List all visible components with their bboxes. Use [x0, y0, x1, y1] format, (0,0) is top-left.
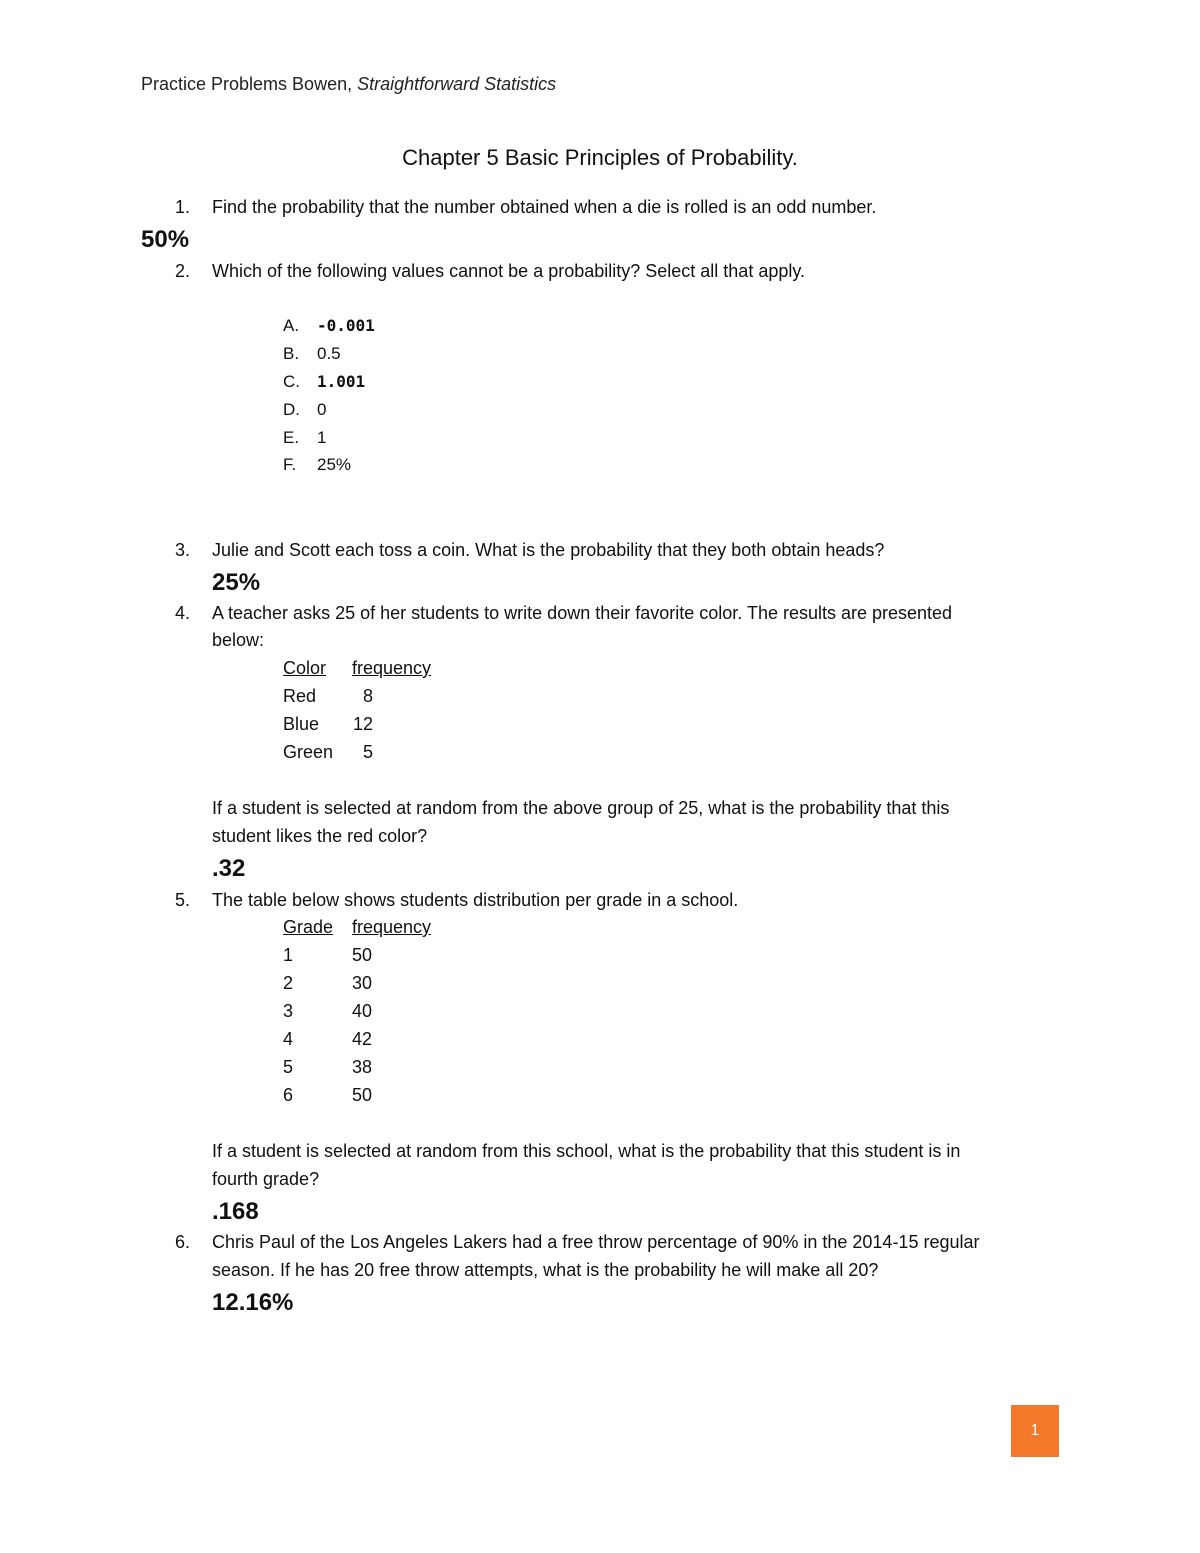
header-book-title: Straightforward Statistics [357, 74, 557, 94]
q4-table-cell-color: Red [283, 686, 317, 706]
q5-table-cell-grade: 6 [283, 1085, 294, 1105]
q2-option-label: C. [283, 372, 300, 391]
q5-table-cell-frequency: 40 [352, 1001, 373, 1021]
q2-option-value: 1 [317, 428, 327, 447]
q4-text-line2: below: [212, 630, 265, 650]
q4-table-cell-frequency: 12 [353, 714, 374, 734]
q2-number: 2. [175, 261, 191, 281]
q5-table-cell-frequency: 30 [352, 973, 373, 993]
q2-option-label: B. [283, 344, 300, 363]
q4-answer: .32 [212, 855, 246, 882]
q6-number: 6. [175, 1232, 191, 1252]
q4-table-header-color: Color [283, 658, 327, 678]
page-number-badge [1011, 1405, 1059, 1457]
running-header [141, 74, 556, 95]
q6-text-line2: season. If he has 20 free throw attempts, what is the probability he will make all 20? [212, 1260, 879, 1280]
q3-text: Julie and Scott each toss a coin. What is the probability that they both obtain heads? [212, 540, 885, 560]
q2-text: Which of the following values cannot be a probability? Select all that apply. [212, 261, 806, 281]
q4-table-cell-frequency: 5 [363, 742, 374, 762]
q4-table-header-frequency: frequency [352, 658, 432, 678]
q2-option-label: F. [283, 455, 297, 474]
q4-followup-line1: If a student is selected at random from the above group of 25, what is the probability that this [212, 798, 950, 818]
q5-table-cell-frequency: 42 [352, 1029, 373, 1049]
chapter-title: Chapter 5 Basic Principles of Probability. [402, 145, 798, 170]
q5-table-cell-grade: 5 [283, 1057, 294, 1077]
q4-table-cell-color: Blue [283, 714, 320, 734]
q4-number: 4. [175, 603, 191, 623]
q5-table-cell-grade: 3 [283, 1001, 294, 1021]
header-prefix: Practice Problems Bowen, [141, 74, 358, 94]
q5-table-cell-grade: 1 [283, 945, 294, 965]
q2-option-value: 0.5 [317, 344, 341, 363]
q2-option-label: A. [283, 316, 300, 335]
q5-table-cell-frequency: 38 [352, 1057, 373, 1077]
q3-number: 3. [175, 540, 191, 560]
q4-text-line1: A teacher asks 25 of her students to write down their favorite color. The results are presented [212, 603, 953, 623]
q4-table-cell-color: Green [283, 742, 334, 762]
q4-table-cell-frequency: 8 [363, 686, 374, 706]
q5-number: 5. [175, 890, 191, 910]
q5-table-header-grade: Grade [283, 917, 334, 937]
q3-answer: 25% [212, 569, 261, 596]
q5-table-cell-grade: 2 [283, 973, 294, 993]
q2-option-value: 25% [317, 455, 352, 474]
q5-followup-line2: fourth grade? [212, 1169, 320, 1189]
q5-table-cell-grade: 4 [283, 1029, 294, 1049]
q1-answer: 50% [141, 226, 190, 253]
q5-text: The table below shows students distribution per grade in a school. [212, 890, 739, 910]
q1-text: Find the probability that the number obtained when a die is rolled is an odd number. [212, 197, 877, 217]
q2-option-value: 1.001 [317, 372, 366, 391]
q5-table-cell-frequency: 50 [352, 1085, 373, 1105]
q4-followup-line2: student likes the red color? [212, 826, 428, 846]
q2-option-value: 0 [317, 400, 327, 419]
q1-number: 1. [175, 197, 191, 217]
q5-answer: .168 [212, 1198, 259, 1225]
q5-table-header-frequency: frequency [352, 917, 432, 937]
q6-text-line1: Chris Paul of the Los Angeles Lakers had a free throw percentage of 90% in the 2014-15 regular [212, 1232, 980, 1252]
page-number: 1 [1030, 1422, 1040, 1439]
q5-followup-line1: If a student is selected at random from this school, what is the probability that this student is in [212, 1141, 961, 1161]
q2-option-value: -0.001 [317, 316, 375, 335]
q5-table-cell-frequency: 50 [352, 945, 373, 965]
q2-option-label: D. [283, 400, 300, 419]
q6-answer: 12.16% [212, 1289, 294, 1316]
q2-option-label: E. [283, 428, 300, 447]
